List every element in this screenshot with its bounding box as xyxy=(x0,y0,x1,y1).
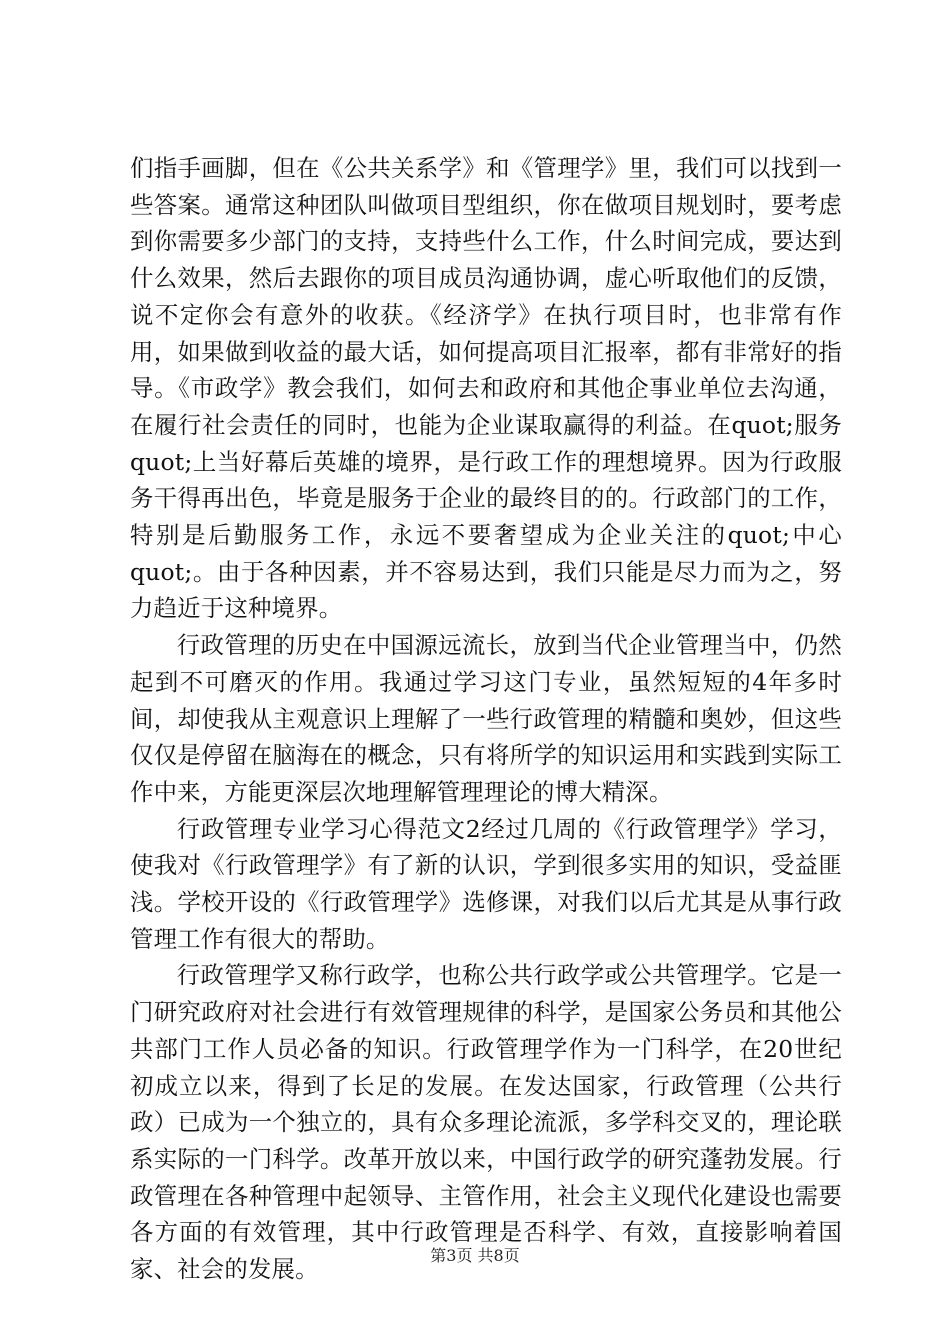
paragraph-history: 行政管理的历史在中国源远流长，放到当代企业管理当中，仍然起到不可磨灭的作用。我通过学习这门专业，虽然短短的4年多时间，却使我从主观意识上理解了一些行政管理的精髓和奥妙，但这些仅仅是停留在脑海在的概念，只有将所学的知识运用和实践到实际工作中来，方能更深层次地理解管理理论的博大精深。 xyxy=(130,631,842,806)
page-footer: 第3页 共8页 xyxy=(430,1246,520,1265)
document-body xyxy=(130,150,842,1288)
paragraph-definition: 行政管理学又称行政学，也称公共行政学或公共管理学。它是一门研究政府对社会进行有效管理规律的科学，是国家公务员和其他公共部门工作人员必备的知识。行政管理学作为一门科学，在20世纪初成立以来，得到了长足的发展。在发达国家，行政管理（公共行政）已成为一个独立的，具有众多理论流派，多学科交叉的，理论联系实际的一门科学。改革开放以来，中国行政学的研究蓬勃发展。行政管理在各种管理中起领导、主管作用，社会主义现代化建设也需要各方面的有效管理，其中行政管理是否科学、有效，直接影响着国家、社会的发展。 xyxy=(130,961,842,1284)
paragraph-continuation: 们指手画脚，但在《公共关系学》和《管理学》里，我们可以找到一些答案。通常这种团队叫做项目型组织，你在做项目规划时，要考虑到你需要多少部门的支持，支持些什么工作，什么时间完成，要达到什么效果，然后去跟你的项目成员沟通协调，虚心听取他们的反馈，说不定你会有意外的收获。《经济学》在执行项目时，也非常有作用，如果做到收益的最大话，如何提高项目汇报率，都有非常好的指导。《市政学》教会我们，如何去和政府和其他企事业单位去沟通，在履行社会责任的同时，也能为企业谋取赢得的利益。在quot;服务quot;上当好幕后英雄的境界，是行政工作的理想境界。因为行政服务干得再出色，毕竟是服务于企业的最终目的的。行政部门的工作，特别是后勤服务工作，永远不要奢望成为企业关注的quot;中心quot;。由于各种因素，并不容易达到，我们只能是尽力而为之，努力趋近于这种境界。 xyxy=(130,154,842,623)
paragraph-essay-2-intro: 行政管理专业学习心得范文2经过几周的《行政管理学》学习，使我对《行政管理学》有了新的认识，学到很多实用的知识，受益匪浅。学校开设的《行政管理学》选修课，对我们以后尤其是从事行政管理工作有很大的帮助。 xyxy=(130,814,842,953)
